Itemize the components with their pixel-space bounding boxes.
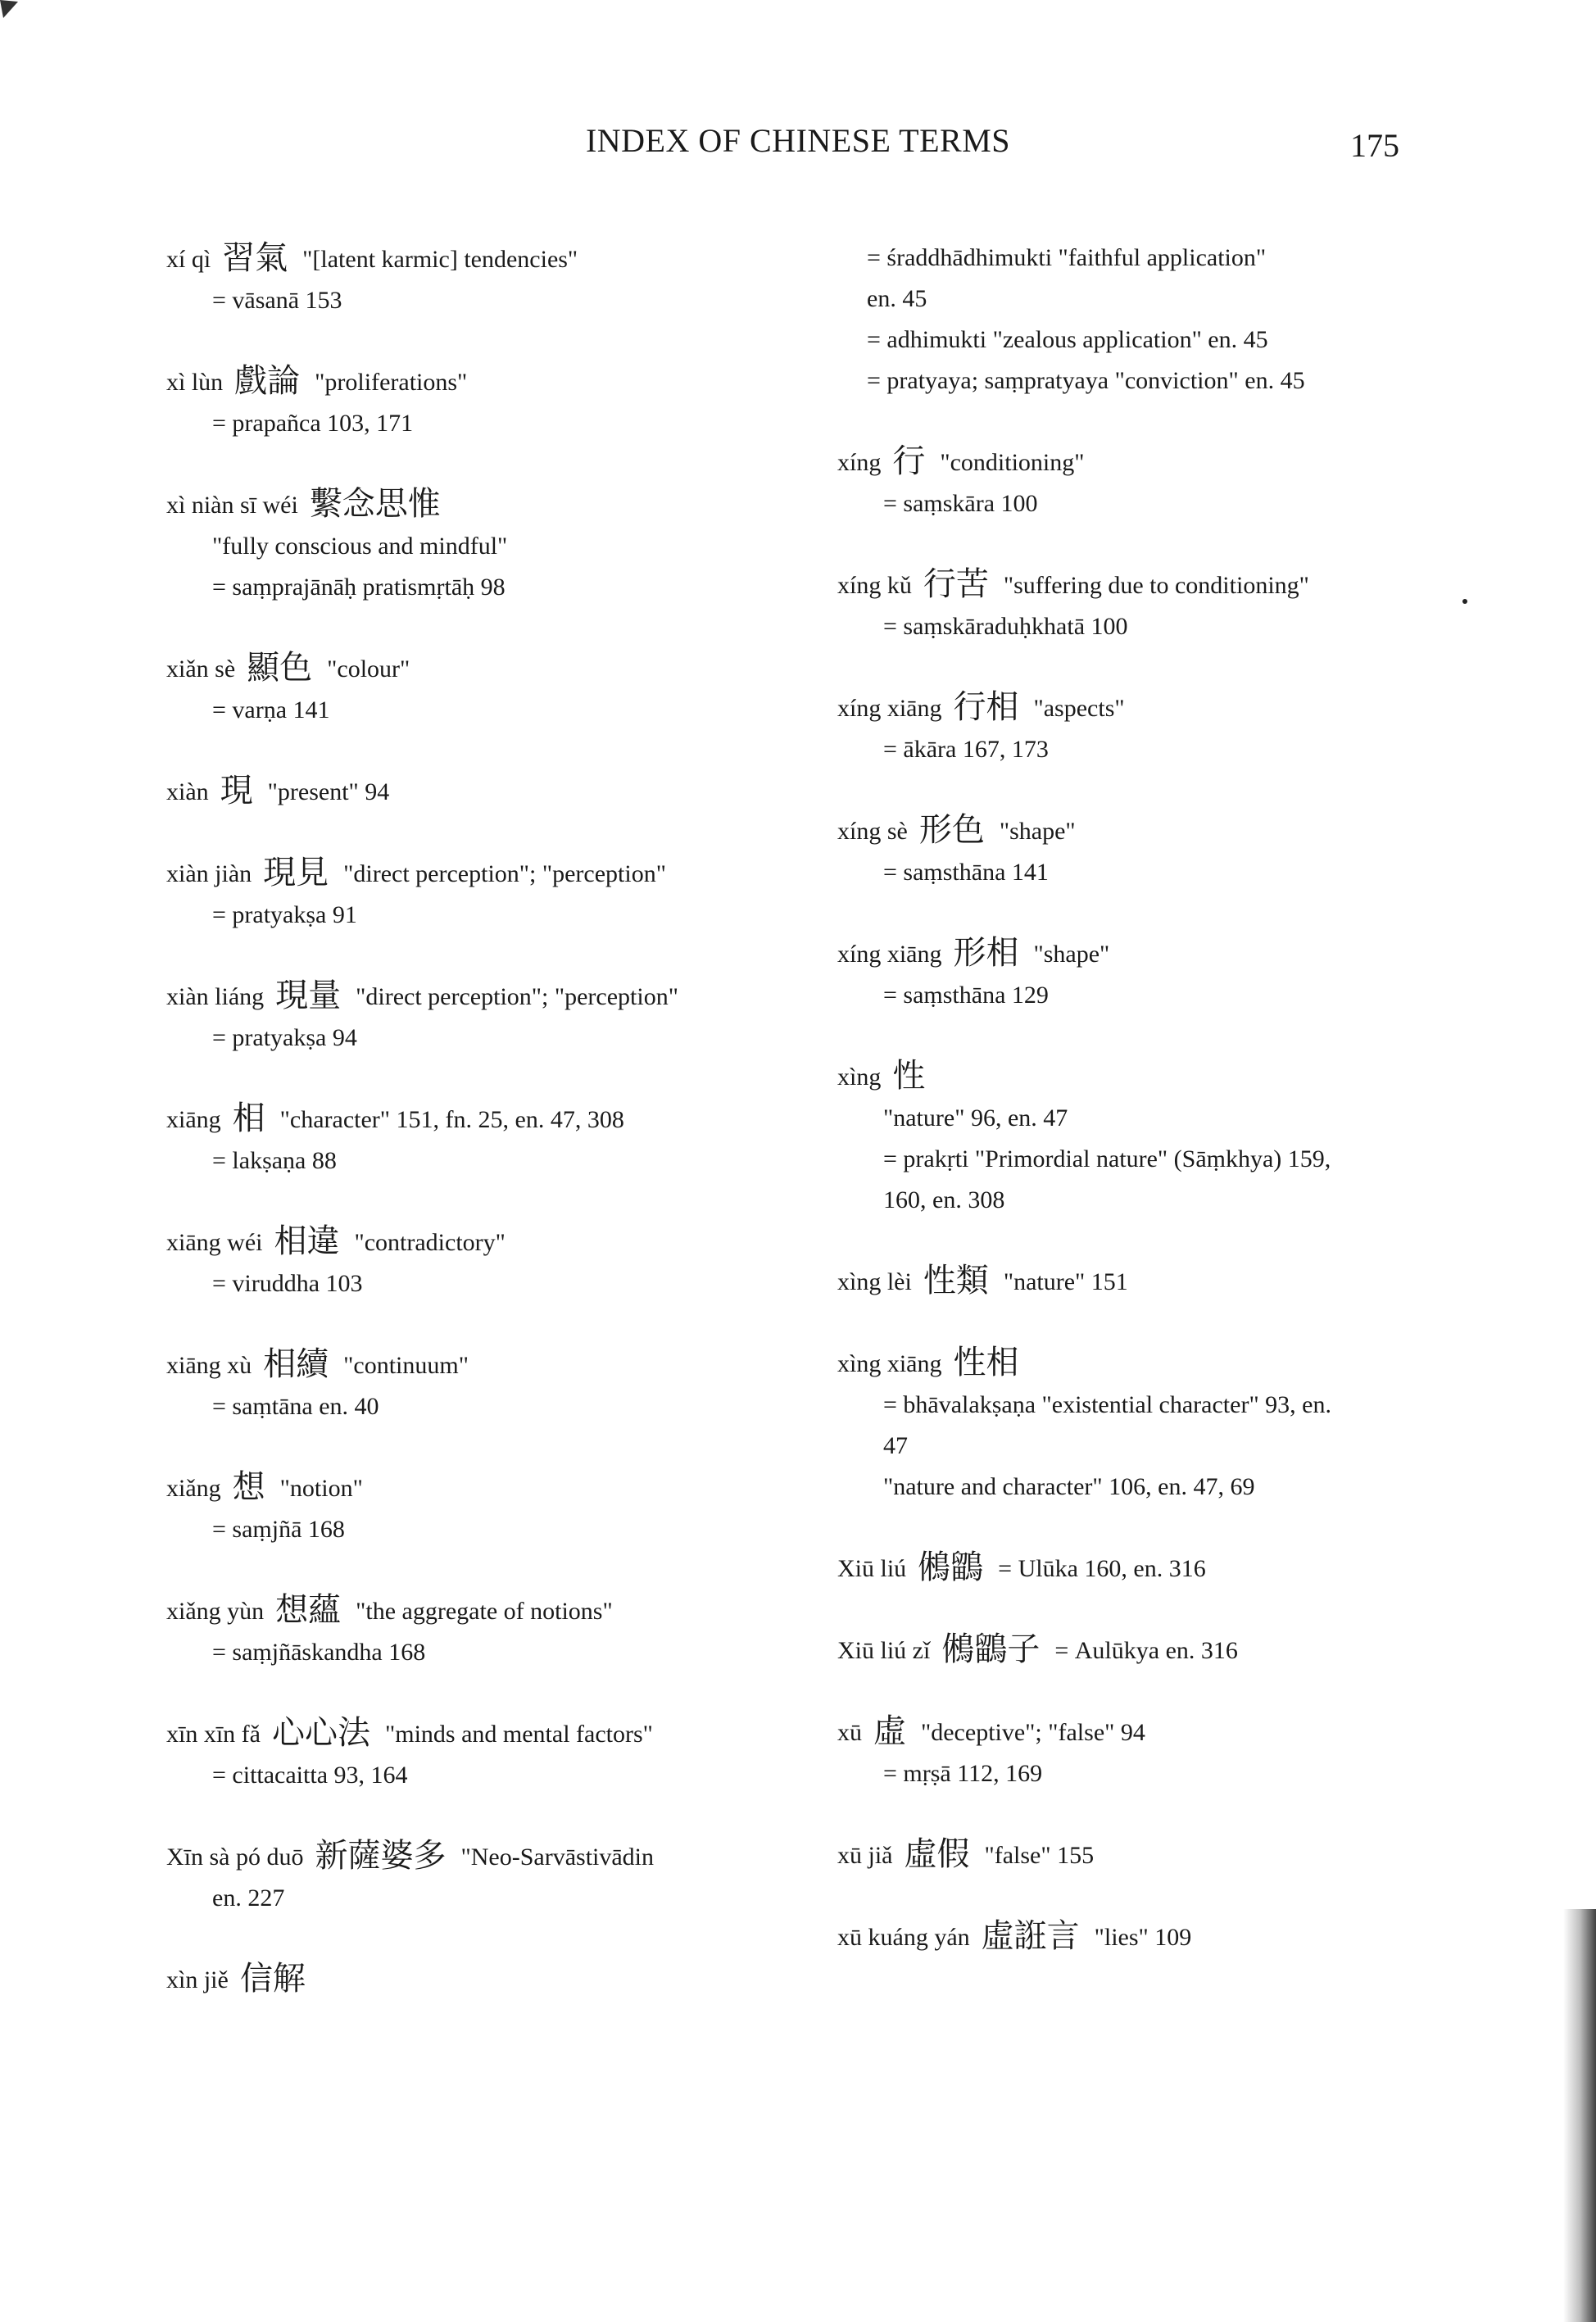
entry-headline bbox=[837, 1711, 1411, 1753]
entry-gloss: "nature" 151 bbox=[1003, 1268, 1128, 1295]
entry-chinese-characters: 虛誑言 bbox=[981, 1917, 1080, 1954]
entry-gloss: "lies" 109 bbox=[1094, 1924, 1192, 1951]
entry-gloss: "minds and mental factors" bbox=[384, 1721, 653, 1748]
entry-subline: = adhimukti "zealous application" en. 45 bbox=[867, 326, 1268, 353]
index-entry bbox=[166, 852, 805, 936]
entry-pinyin: xìng lèi bbox=[837, 1268, 912, 1295]
entry-pinyin: xì lùn bbox=[166, 369, 224, 396]
entry-subline: "fully conscious and mindful" bbox=[212, 533, 508, 560]
entry-chinese-characters: 鵂鶹 bbox=[918, 1549, 984, 1585]
entry-chinese-characters: 習氣 bbox=[222, 239, 288, 276]
entry-chinese-characters: 行相 bbox=[953, 688, 1019, 725]
entry-subline: = pratyaya; saṃpratyaya "conviction" en. 45 bbox=[867, 367, 1305, 394]
index-entry bbox=[166, 975, 805, 1059]
entry-subline: "nature and character" 106, en. 47, 69 bbox=[883, 1473, 1255, 1500]
scan-corner-mark bbox=[0, 0, 18, 18]
index-entry bbox=[166, 1590, 805, 1673]
entry-subline: = saṃjñā 168 bbox=[212, 1516, 345, 1543]
entry-headline bbox=[166, 1467, 805, 1509]
entry-gloss: "false" 155 bbox=[984, 1842, 1095, 1869]
entry-pinyin: xìng bbox=[837, 1063, 882, 1091]
entry-headline bbox=[837, 810, 1411, 852]
entry-headline bbox=[837, 687, 1411, 729]
entry-gloss: "suffering due to conditioning" bbox=[1003, 572, 1309, 599]
entry-subline: = lakṣaṇa 88 bbox=[212, 1147, 337, 1174]
entry-subline: = mṛṣā 112, 169 bbox=[883, 1760, 1043, 1787]
entry-subline: = saṃsthāna 141 bbox=[883, 859, 1049, 886]
entry-gloss: "character" 151, fn. 25, en. 47, 308 bbox=[279, 1106, 624, 1133]
entry-subline: = viruddha 103 bbox=[212, 1270, 363, 1297]
entry-chinese-characters: 相 bbox=[232, 1100, 265, 1136]
entry-headline bbox=[166, 1344, 805, 1386]
entry-gloss: "colour" bbox=[327, 655, 410, 683]
index-entry bbox=[837, 1260, 1411, 1303]
index-entry bbox=[166, 1467, 805, 1550]
entry-headline bbox=[166, 770, 805, 813]
entry-gloss: "notion" bbox=[279, 1475, 363, 1502]
index-column-right bbox=[837, 238, 1411, 1998]
entry-pinyin: Xiū liú zǐ bbox=[837, 1637, 931, 1664]
entry-headline bbox=[837, 1260, 1411, 1303]
entry-chinese-characters: 虛 bbox=[873, 1712, 906, 1749]
index-entry bbox=[166, 1098, 805, 1181]
entry-subline: = ākāra 167, 173 bbox=[883, 736, 1049, 763]
page-number: 175 bbox=[1350, 127, 1399, 164]
entry-chinese-characters: 性類 bbox=[923, 1262, 989, 1299]
entry-chinese-characters: 形色 bbox=[918, 811, 985, 848]
entry-headline bbox=[837, 1834, 1411, 1876]
entry-headline bbox=[166, 1098, 805, 1141]
entry-chinese-characters: 形相 bbox=[953, 934, 1019, 971]
entry-pinyin: Xiū liú bbox=[837, 1555, 907, 1582]
entry-headline bbox=[837, 1055, 1411, 1098]
entry-gloss: = Ulūka 160, en. 316 bbox=[998, 1555, 1206, 1582]
entry-subline: en. 45 bbox=[867, 285, 927, 312]
running-head: INDEX OF CHINESE TERMS bbox=[585, 122, 1011, 159]
entry-chinese-characters: 行苦 bbox=[923, 565, 989, 602]
entry-gloss: "present" 94 bbox=[267, 778, 390, 805]
entry-subline: = saṃjñāskandha 168 bbox=[212, 1639, 426, 1666]
entry-chinese-characters: 現 bbox=[220, 772, 253, 809]
entry-gloss: "direct perception"; "perception" bbox=[356, 983, 678, 1010]
index-entry bbox=[166, 1712, 805, 1796]
entry-pinyin: xū kuáng yán bbox=[837, 1924, 970, 1951]
entry-headline bbox=[166, 1590, 805, 1632]
entry-pinyin: xiǎng bbox=[166, 1475, 221, 1502]
entry-headline bbox=[837, 1916, 1411, 1958]
index-entry bbox=[837, 1629, 1411, 1671]
entry-chinese-characters: 想蘊 bbox=[275, 1591, 342, 1628]
entry-gloss: "continuum" bbox=[343, 1352, 469, 1379]
entry-gloss: "Neo-Sarvāstivādin bbox=[460, 1844, 655, 1871]
entry-headline bbox=[166, 975, 805, 1018]
entry-subline: = saṃprajānāḥ pratismṛtāḥ 98 bbox=[212, 574, 506, 601]
entry-headline bbox=[166, 1835, 805, 1878]
entry-chinese-characters: 虛假 bbox=[904, 1835, 970, 1872]
entry-gloss: "conditioning" bbox=[940, 449, 1085, 476]
entry-pinyin: xiǎng yùn bbox=[166, 1598, 265, 1625]
entry-gloss: = Aulūkya en. 316 bbox=[1054, 1637, 1238, 1664]
entry-chinese-characters: 心心法 bbox=[271, 1714, 370, 1751]
entry-headline bbox=[837, 441, 1411, 483]
entry-headline bbox=[837, 932, 1411, 975]
entry-pinyin: xū bbox=[837, 1719, 862, 1746]
entry-chinese-characters: 信解 bbox=[239, 1960, 306, 1997]
entry-gloss: "aspects" bbox=[1033, 695, 1125, 722]
entry-headline bbox=[166, 647, 805, 690]
entry-pinyin: xiǎn sè bbox=[166, 655, 236, 683]
entry-gloss: "deceptive"; "false" 94 bbox=[921, 1719, 1145, 1746]
entry-subline: 160, en. 308 bbox=[883, 1186, 1005, 1213]
entry-chinese-characters: 相續 bbox=[263, 1345, 329, 1382]
entry-pinyin: xiāng xù bbox=[166, 1352, 252, 1379]
entry-headline bbox=[166, 483, 805, 526]
scan-edge-shadow bbox=[1563, 1909, 1596, 2322]
entry-headline bbox=[166, 1958, 805, 2001]
entry-subline: = bhāvalakṣaṇa "existential character" 93, en. bbox=[883, 1391, 1332, 1418]
entry-headline bbox=[166, 852, 805, 895]
entry-headline bbox=[837, 1629, 1411, 1671]
entry-chinese-characters: 戲論 bbox=[234, 362, 301, 399]
entry-subline: = śraddhādhimukti "faithful application" bbox=[867, 244, 1267, 271]
entry-headline bbox=[837, 1342, 1411, 1385]
entry-headline bbox=[166, 1712, 805, 1755]
index-entry bbox=[837, 687, 1411, 770]
entry-pinyin: xiāng wéi bbox=[166, 1229, 263, 1256]
entry-subline: = vāsanā 153 bbox=[212, 287, 342, 314]
entry-gloss: "shape" bbox=[999, 818, 1076, 845]
index-entry bbox=[166, 1958, 805, 2001]
entry-chinese-characters: 鵂鶹子 bbox=[941, 1630, 1041, 1667]
index-entry bbox=[837, 1055, 1411, 1221]
entry-chinese-characters: 新薩婆多 bbox=[315, 1837, 447, 1874]
entry-subline: 47 bbox=[883, 1432, 908, 1459]
entry-subline: "nature" 96, en. 47 bbox=[883, 1104, 1068, 1132]
index-entry bbox=[166, 483, 805, 608]
entry-subline: = saṃskāra 100 bbox=[883, 490, 1038, 517]
scan-speck bbox=[1462, 599, 1467, 604]
index-entry bbox=[837, 1342, 1411, 1508]
index-entry bbox=[166, 770, 805, 813]
entry-pinyin: xiàn jiàn bbox=[166, 860, 252, 887]
entry-pinyin: xiàn bbox=[166, 778, 209, 805]
entry-headline bbox=[166, 1221, 805, 1263]
index-entry bbox=[837, 810, 1411, 893]
entry-pinyin: xí qì bbox=[166, 246, 211, 273]
entry-gloss: "[latent karmic] tendencies" bbox=[302, 246, 578, 273]
entry-pinyin: xíng bbox=[837, 449, 882, 476]
index-entry bbox=[837, 1547, 1411, 1590]
entry-pinyin: xiàn liáng bbox=[166, 983, 265, 1010]
index-entry bbox=[166, 361, 805, 444]
index-column-left bbox=[166, 238, 805, 2040]
entry-chinese-characters: 現量 bbox=[275, 977, 342, 1014]
entry-chinese-characters: 想 bbox=[232, 1468, 265, 1505]
entry-pinyin: xíng sè bbox=[837, 818, 908, 845]
entry-pinyin: xīn xīn fǎ bbox=[166, 1721, 261, 1748]
entry-pinyin: xíng kǔ bbox=[837, 572, 912, 599]
entry-headline bbox=[166, 361, 805, 403]
entry-pinyin: xū jiǎ bbox=[837, 1842, 893, 1869]
index-entry bbox=[837, 1711, 1411, 1794]
index-entry bbox=[837, 1834, 1411, 1876]
entry-gloss: "shape" bbox=[1033, 941, 1110, 968]
index-entry bbox=[837, 932, 1411, 1016]
entry-pinyin: xìn jiě bbox=[166, 1966, 229, 1993]
entry-pinyin: Xīn sà pó duō bbox=[166, 1844, 304, 1871]
index-entry bbox=[166, 647, 805, 731]
entry-subline: = varṇa 141 bbox=[212, 696, 330, 723]
entry-pinyin: xíng xiāng bbox=[837, 941, 942, 968]
entry-pinyin: xì niàn sī wéi bbox=[166, 492, 298, 519]
index-entry bbox=[837, 238, 1411, 401]
entry-chinese-characters: 繫念思惟 bbox=[309, 485, 441, 522]
entry-subline: = saṃsthāna 129 bbox=[883, 982, 1049, 1009]
entry-headline bbox=[837, 1547, 1411, 1590]
entry-chinese-characters: 相違 bbox=[274, 1222, 340, 1259]
entry-headline bbox=[166, 238, 805, 280]
entry-subline: = cittacaitta 93, 164 bbox=[212, 1762, 408, 1789]
entry-chinese-characters: 顯色 bbox=[247, 649, 313, 686]
entry-subline: = prakṛti "Primordial nature" (Sāṃkhya) 159, bbox=[883, 1145, 1331, 1172]
entry-chinese-characters: 性 bbox=[892, 1057, 926, 1094]
entry-pinyin: xiāng bbox=[166, 1106, 221, 1133]
index-entry bbox=[166, 1344, 805, 1427]
index-entry bbox=[166, 238, 805, 321]
index-entry bbox=[166, 1221, 805, 1304]
entry-gloss: "proliferations" bbox=[315, 369, 468, 396]
index-entry bbox=[837, 1916, 1411, 1958]
entry-chinese-characters: 行 bbox=[892, 442, 926, 479]
entry-subline: en. 227 bbox=[212, 1884, 285, 1912]
entry-chinese-characters: 現見 bbox=[263, 854, 329, 891]
index-entry bbox=[837, 441, 1411, 524]
entry-headline bbox=[837, 564, 1411, 606]
entry-pinyin: xìng xiāng bbox=[837, 1350, 942, 1377]
index-entry bbox=[837, 564, 1411, 647]
entry-subline: = saṃtāna en. 40 bbox=[212, 1393, 379, 1420]
index-entry bbox=[166, 1835, 805, 1919]
entry-subline: = pratyakṣa 94 bbox=[212, 1024, 357, 1051]
entry-gloss: "direct perception"; "perception" bbox=[343, 860, 666, 887]
entry-chinese-characters: 性相 bbox=[953, 1344, 1019, 1381]
entry-subline: = prapañca 103, 171 bbox=[212, 410, 414, 437]
entry-subline: = saṃskāraduḥkhatā 100 bbox=[883, 613, 1128, 640]
entry-pinyin: xíng xiāng bbox=[837, 695, 942, 722]
entry-gloss: "the aggregate of notions" bbox=[356, 1598, 613, 1625]
entry-gloss: "contradictory" bbox=[354, 1229, 506, 1256]
entry-subline: = pratyakṣa 91 bbox=[212, 901, 357, 928]
